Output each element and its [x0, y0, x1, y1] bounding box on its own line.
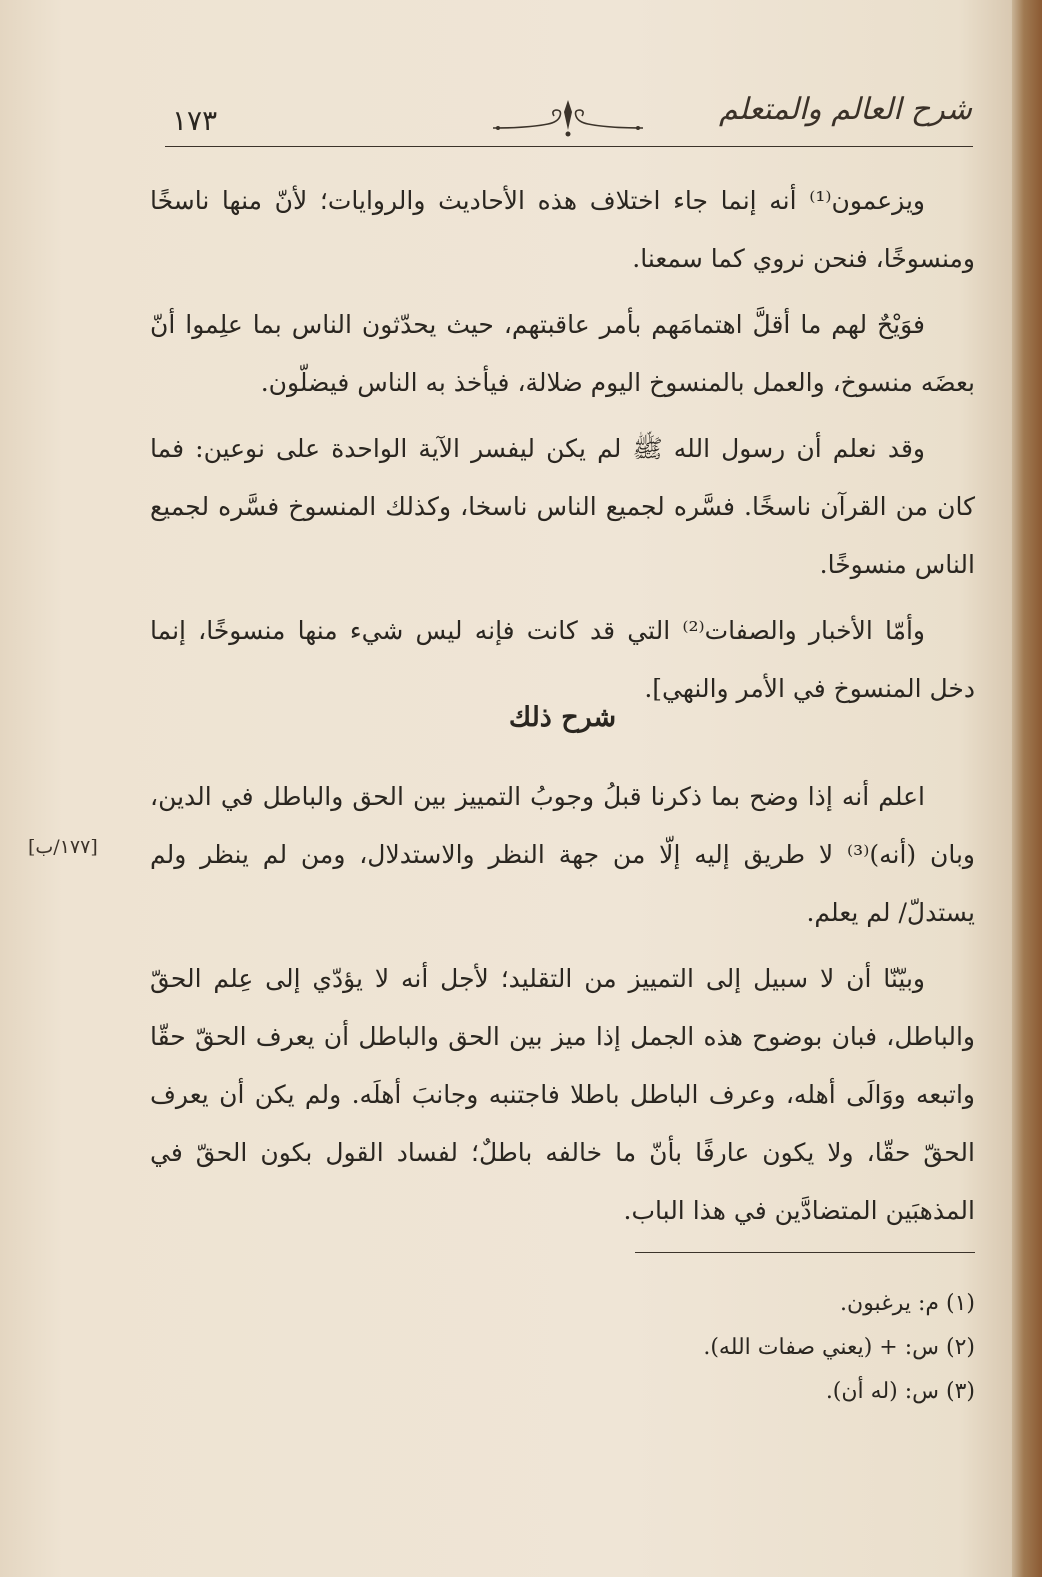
header-rule — [165, 146, 973, 147]
section-heading: شرح ذلك — [508, 702, 617, 733]
running-title: شرح العالم والمتعلم — [718, 92, 972, 127]
footnote-rule — [635, 1252, 975, 1253]
paragraph: اعلم أنه إذا وضح بما ذكرنا قبلُ وجوبُ التمييز بين الحق والباطل في الدين، وبان (أنه)⁽³⁾ لا طريق إليه إلّا من جهة النظر والاستدلال، ومن لم ينظر ولم يستدلّ/ لم يعلم. — [150, 782, 975, 927]
footnote: (١) م: يرغبون. — [840, 1291, 975, 1316]
paragraph: وقد نعلم أن رسول الله ﷺ لم يكن ليفسر الآية الواحدة على نوعين: فما كان من القرآن ناسخًا. فسَّره لجميع الناس ناسخا، وكذلك المنسوخ فسَّره لجميع الناس منسوخًا. — [150, 434, 975, 579]
ornament-divider-icon — [488, 96, 648, 140]
book-spine-edge — [1012, 0, 1042, 1577]
page-number: ١٧٣ — [172, 104, 218, 137]
main-text — [150, 172, 975, 726]
commentary-text — [150, 768, 975, 1248]
paragraph: وبيّنّا أن لا سبيل إلى التمييز من التقليد؛ لأجل أنه لا يؤدّي إلى عِلم الحقّ والباطل، فبان بوضوح هذه الجمل إذا ميز بين الحق والباطل أن يعرف الحقّ حقّا واتبعه ووَالَى أهله، وعرف الباطل باطلا فاجتنبه وجانبَ أهلَه. ولم يكن أن يعرف الحقّ حقّا، ولا يكون عارفًا بأنّ ما خالفه باطلٌ؛ لفساد القول بكون الحقّ في المذهبَين المتضادَّين في هذا الباب. — [150, 964, 975, 1225]
footnote: (٣) س: (له أن). — [825, 1379, 975, 1404]
footnote: (٢) س: + (يعني صفات الله). — [703, 1335, 975, 1360]
paragraph: فوَيْحٌ لهم ما أقلَّ اهتمامَهم بأمر عاقبتهم، حيث يحدّثون الناس بما علِموا أنّ بعضَه منسوخ، والعمل بالمنسوخ اليوم ضلالة، فيأخذ به الناس فيضلّون. — [150, 310, 975, 397]
margin-folio-note: [١٧٧/ب] — [28, 836, 98, 858]
paragraph: وأمّا الأخبار والصفات⁽²⁾ التي قد كانت فإنه ليس شيء منها منسوخًا، إنما دخل المنسوخ في الأمر والنهي]. — [150, 616, 975, 703]
paragraph: ويزعمون⁽¹⁾ أنه إنما جاء اختلاف هذه الأحاديث والروايات؛ لأنّ منها ناسخًا ومنسوخًا، فنحن نروي كما سمعنا. — [150, 186, 975, 273]
footnotes — [500, 1282, 975, 1414]
